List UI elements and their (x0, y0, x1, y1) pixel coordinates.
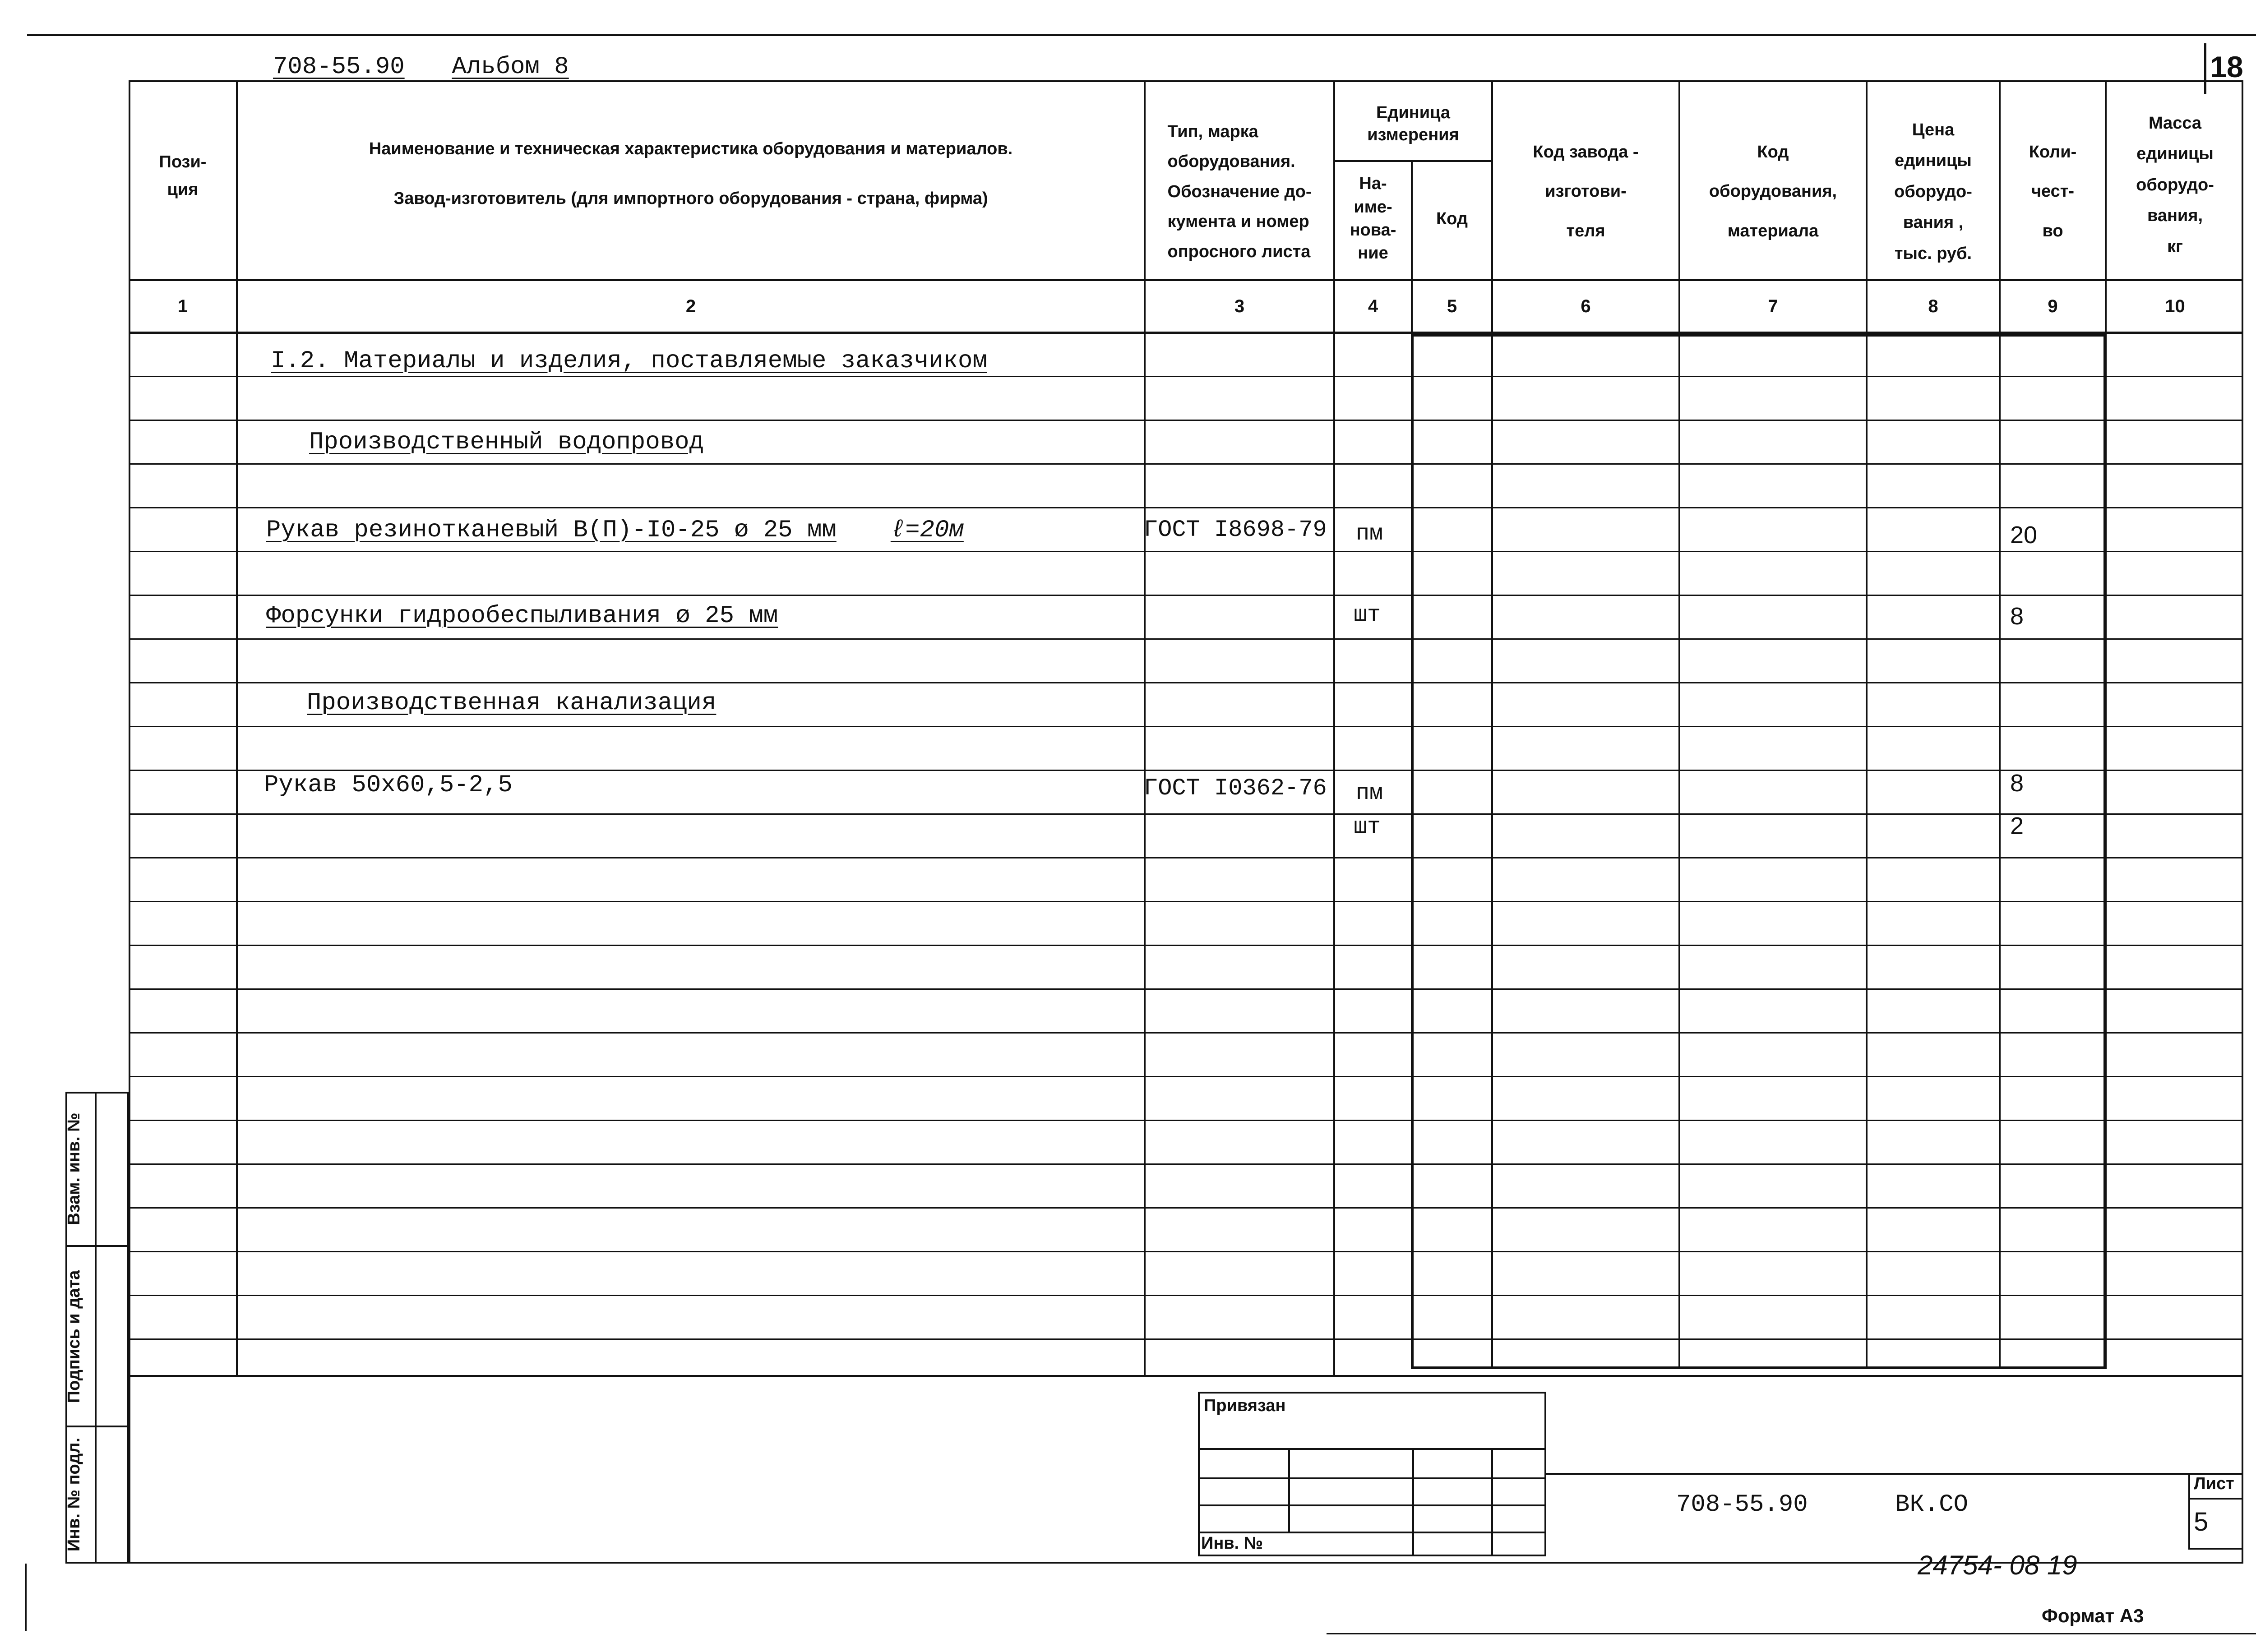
subsection-sewer: Производственная канализация (307, 689, 717, 717)
doc-code-top: 708-55.90 (273, 53, 405, 81)
table-row-line (129, 1338, 2243, 1340)
table-row-line (129, 420, 2243, 421)
table-row-line (129, 857, 2243, 858)
table-row-line (129, 988, 2243, 990)
item-hose2-unit: пм (1356, 780, 1383, 806)
table-row-line (129, 1076, 2243, 1077)
table-row-line (129, 1251, 2243, 1252)
col-header-qty: Коли- чест- во (2029, 142, 2077, 240)
col-header-price: Цена единицы оборудо- вания , тыс. руб. (1894, 120, 1972, 263)
col-header-mass: Масса единицы оборудо- вания, кг (2136, 114, 2214, 256)
col-header-factory-code: Код завода - изготови- теля (1533, 142, 1639, 240)
table-row-line (129, 463, 2243, 465)
handwritten-code: 24754- 08 19 (1918, 1550, 2077, 1580)
sheet-corner-number: 18 (2210, 50, 2243, 83)
col-num-9: 9 (2048, 296, 2058, 316)
col-num-5: 5 (1447, 296, 1457, 316)
sheet-number: 5 (2194, 1507, 2209, 1537)
table-row-line (129, 376, 2243, 377)
col-num-3: 3 (1234, 296, 1245, 316)
item-nozzles-qty: 8 (2010, 603, 2024, 630)
table-row-line (129, 1207, 2243, 1209)
inv-no-label: Инв. № (1201, 1534, 1263, 1553)
col-num-1: 1 (177, 296, 188, 316)
col-num-7: 7 (1768, 296, 1778, 316)
item-hose-unit: пм (1356, 521, 1383, 547)
item-hose2-unit2: шт (1354, 814, 1381, 840)
item-nozzles-unit: шт (1354, 602, 1381, 628)
col-num-2: 2 (685, 296, 696, 316)
stamp-doc-code: 708-55.90 (1676, 1491, 1808, 1518)
item-hose2-doc: ГОСТ I0362-76 (1144, 775, 1327, 802)
col-header-unit-group: Единица измерения (1367, 103, 1459, 144)
item-hose2-qty2: 2 (2010, 812, 2024, 840)
col-num-10: 10 (2165, 296, 2185, 316)
side-label-inv: Инв. № подл. (65, 1437, 83, 1552)
col-num-4: 4 (1368, 296, 1378, 316)
item-hose-qty: 20 (2010, 521, 2038, 549)
table-row-line (129, 1032, 2243, 1034)
col-header-pos: Пози- ция (159, 152, 207, 199)
subsection-water: Производственный водопровод (309, 429, 704, 456)
side-label-podpis: Подпись и дата (65, 1270, 83, 1403)
table-row-line (129, 595, 2243, 596)
table-row-line (129, 507, 2243, 508)
table-row-line (129, 551, 2243, 552)
side-label-vzam: Взам. инв. № (65, 1112, 83, 1225)
item-hose2-name: Рукав 50х60,5-2,5 (264, 771, 513, 799)
item-hose2-qty: 8 (2010, 770, 2024, 797)
table-row-line (129, 1295, 2243, 1296)
col-header-name-2: Завод-изготовитель (для импортного оборудования - страна, фирма) (393, 189, 988, 208)
table-row-line (129, 726, 2243, 727)
stamp-doc-mark: ВК.СО (1895, 1491, 1969, 1518)
item-hose-doc: ГОСТ I8698-79 (1144, 517, 1327, 543)
table-row-line (129, 682, 2243, 683)
table-row-line (129, 901, 2243, 902)
table-row-line (129, 1163, 2243, 1165)
privyazan-label: Привязан (1204, 1396, 1286, 1415)
col-header-name: Наименование и техническая характеристика оборудования и материалов. (369, 139, 1013, 158)
album-label: Альбом 8 (452, 53, 569, 81)
table-row-line (129, 638, 2243, 640)
table-row-line (129, 770, 2243, 771)
sheet-label: Лист (2194, 1474, 2234, 1493)
item-nozzles-name: Форсунки гидрообеспыливания ø 25 мм (266, 602, 778, 630)
section-title: I.2. Материалы и изделия, поставляемые заказчиком (271, 347, 987, 375)
table-row-line (129, 945, 2243, 946)
col-header-unit-name: На- име- нова- ние (1350, 174, 1396, 263)
col-header-type: Тип, марка оборудования. Обозначение до- кумента и номер опросного листа (1167, 122, 1312, 261)
table-row-line (129, 813, 2243, 815)
format-label: Формат А3 (2042, 1605, 2144, 1626)
col-num-8: 8 (1928, 296, 1938, 316)
col-header-unit-code: Код (1436, 209, 1468, 228)
col-header-equipment-code: Код оборудования, материала (1709, 142, 1837, 240)
col-num-6: 6 (1581, 296, 1591, 316)
item-hose-name: Рукав резинотканевый В(П)-I0-25 ø 25 мм ℓ=20м (266, 517, 964, 544)
table-row-line (129, 1120, 2243, 1121)
